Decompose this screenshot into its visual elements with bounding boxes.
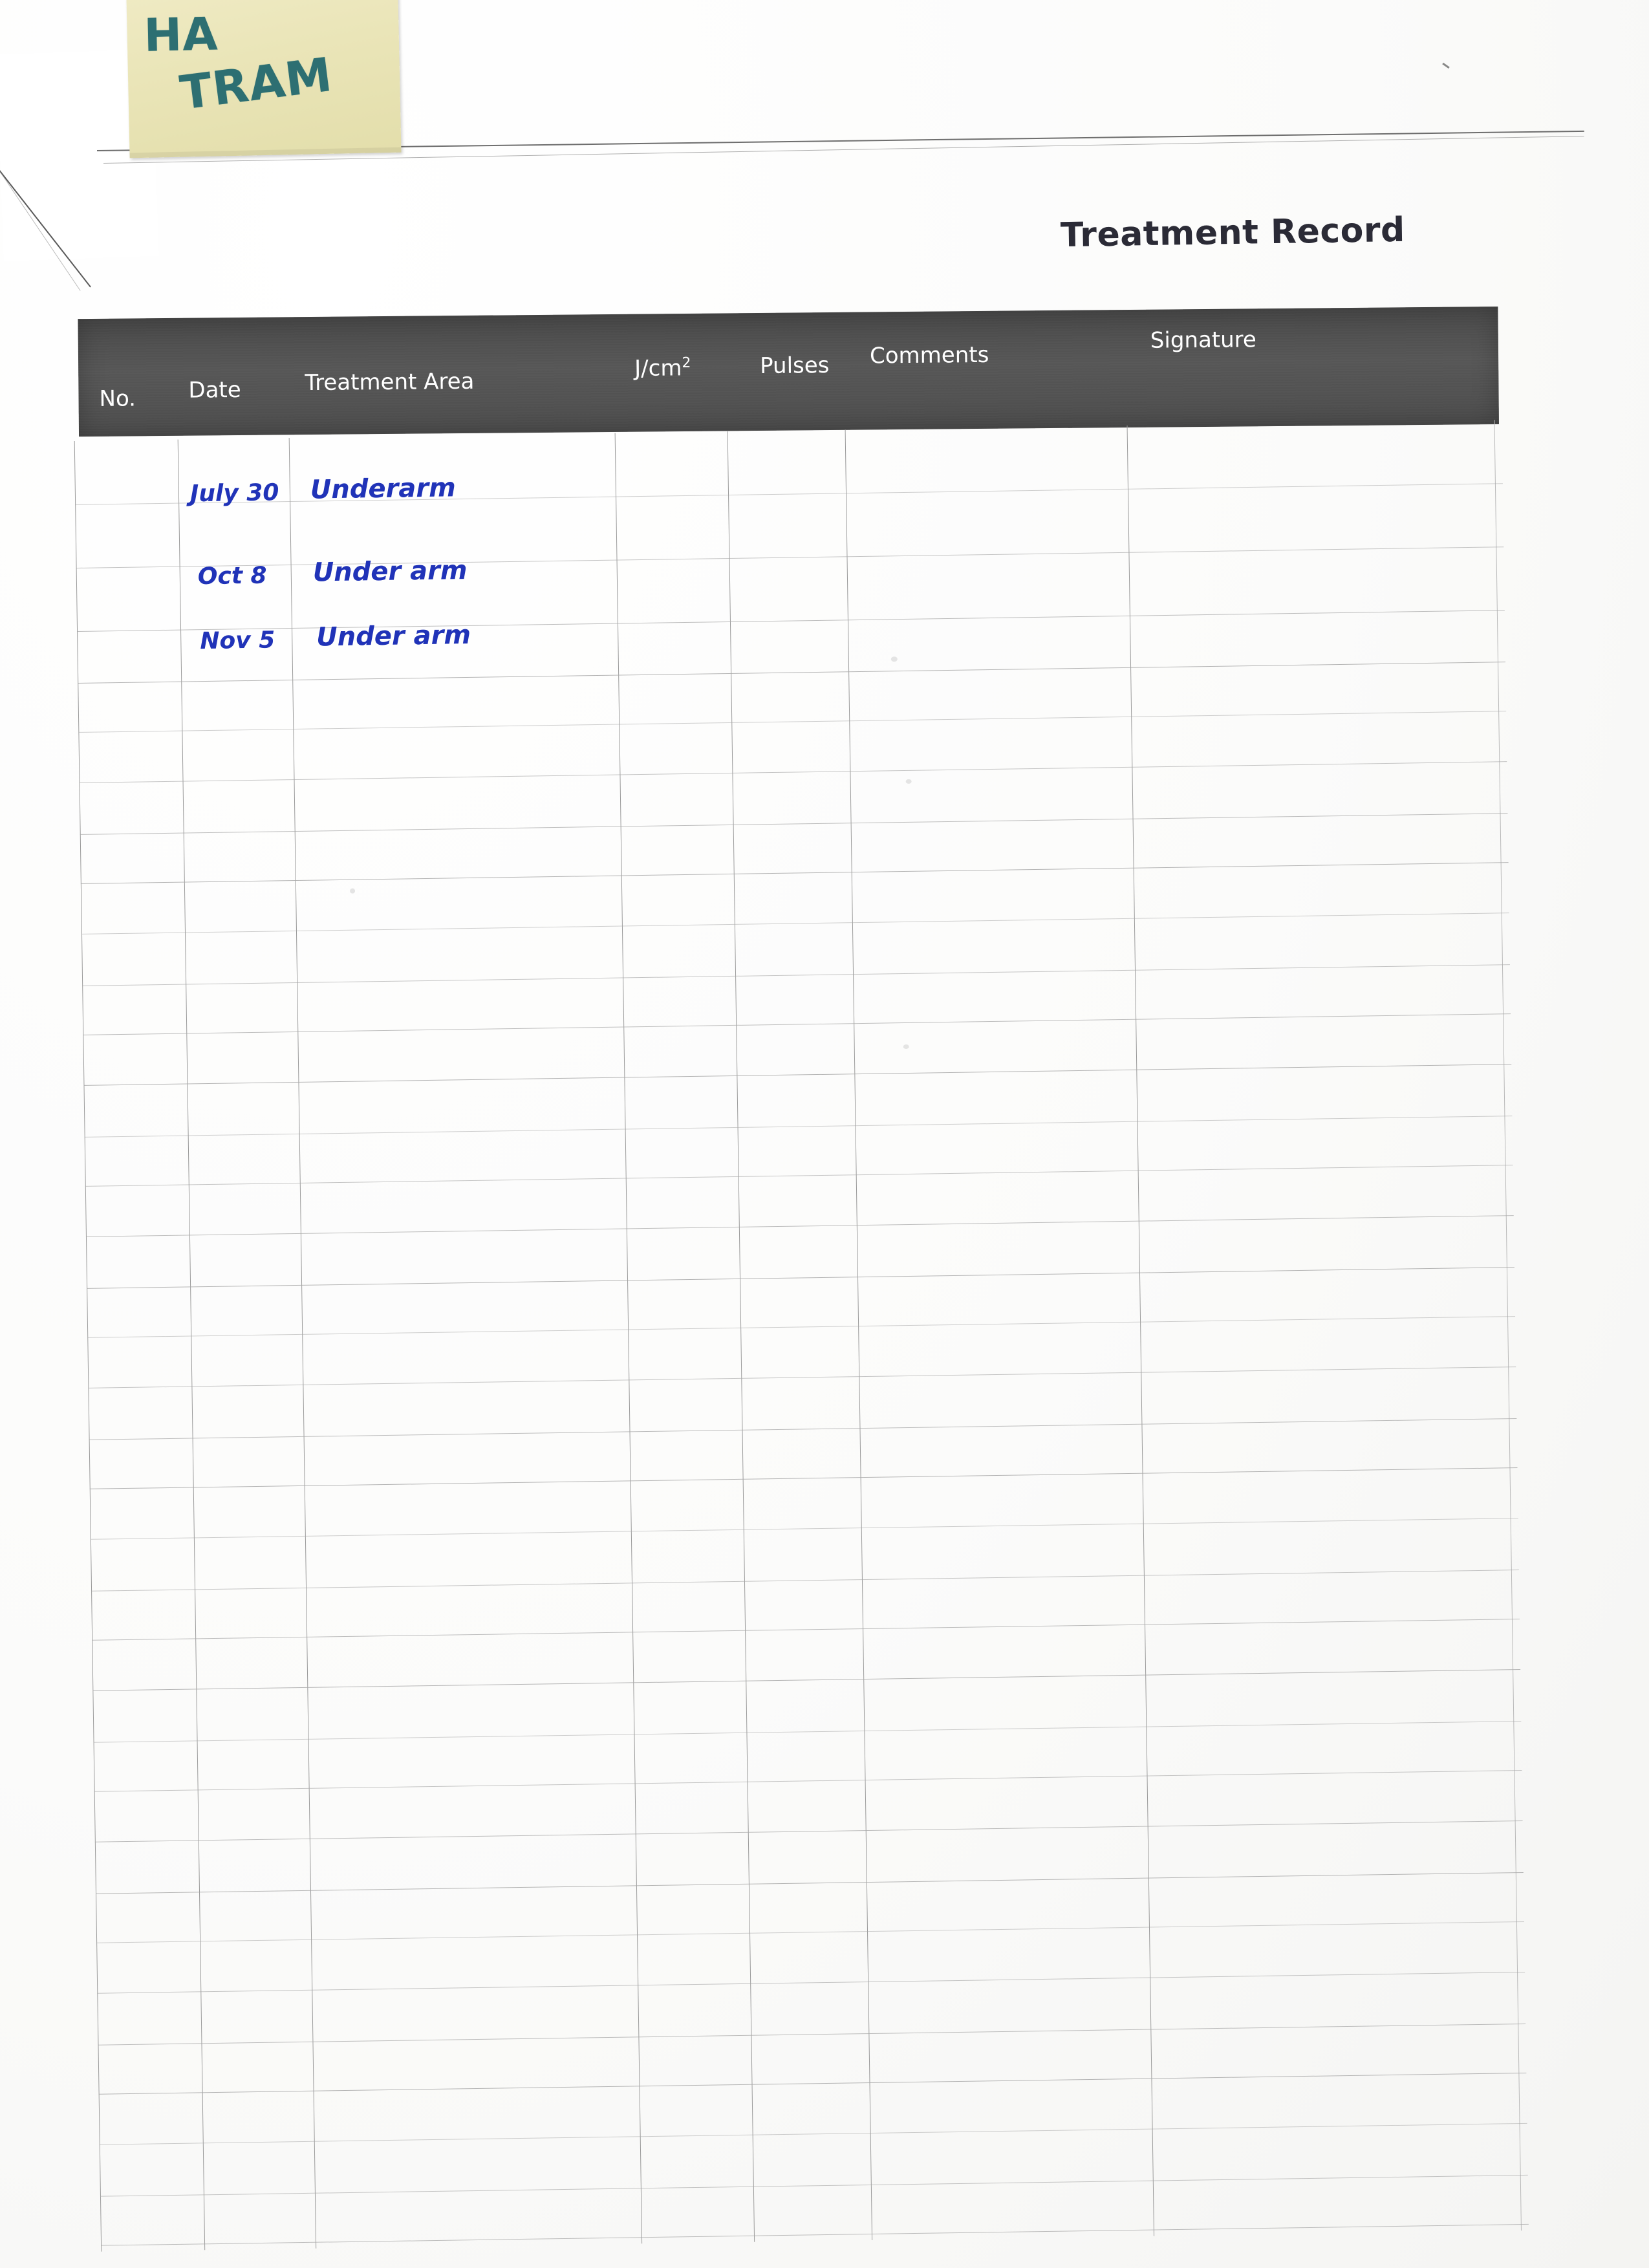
column-header-no: No. xyxy=(99,385,136,412)
row-2-date: Oct 8 xyxy=(197,562,267,590)
row-1-date: July 30 xyxy=(189,479,279,508)
grid-line-vertical-pulses-comments xyxy=(845,429,873,2240)
column-header-comments: Comments xyxy=(869,341,989,369)
grid-line-vertical-date-area xyxy=(289,438,317,2249)
page-title: Treatment Record xyxy=(1060,210,1406,255)
sticky-note-tab xyxy=(126,0,401,158)
sticky-note-text xyxy=(143,7,336,121)
column-header-pulses: Pulses xyxy=(759,352,830,379)
grid-line-vertical-left-border xyxy=(74,441,102,2252)
sticky-note-line-1: HA xyxy=(143,7,219,62)
scan-speck xyxy=(906,779,912,784)
treatment-record-table xyxy=(72,302,1529,2256)
column-header-treatment-area: Treatment Area xyxy=(305,368,475,396)
column-header-signature: Signature xyxy=(1150,327,1257,354)
table-grid xyxy=(74,420,1529,2251)
grid-line-vertical-area-jcm2 xyxy=(615,433,643,2244)
scan-speck xyxy=(350,889,355,894)
grid-line-vertical-right-border xyxy=(1494,420,1522,2230)
sticky-note-line-2: TRAM xyxy=(177,47,336,121)
column-header-date: Date xyxy=(188,376,241,404)
row-2-area: Under arm xyxy=(312,555,468,588)
scan-speck xyxy=(903,1044,909,1049)
grid-line-vertical-no-date xyxy=(178,440,206,2251)
grid-line-vertical-jcm2-pulses xyxy=(727,431,755,2242)
row-1-area: Underarm xyxy=(310,473,457,505)
column-header-jcm2: $J/cm^2$ xyxy=(634,354,691,382)
grid-line-vertical-comments-signature xyxy=(1127,426,1155,2236)
row-3-date: Nov 5 xyxy=(200,627,275,655)
scan-artifact-tick xyxy=(1442,63,1450,69)
row-3-area: Under arm xyxy=(316,620,471,653)
scan-speck xyxy=(891,656,898,662)
table-header-row xyxy=(78,307,1499,437)
